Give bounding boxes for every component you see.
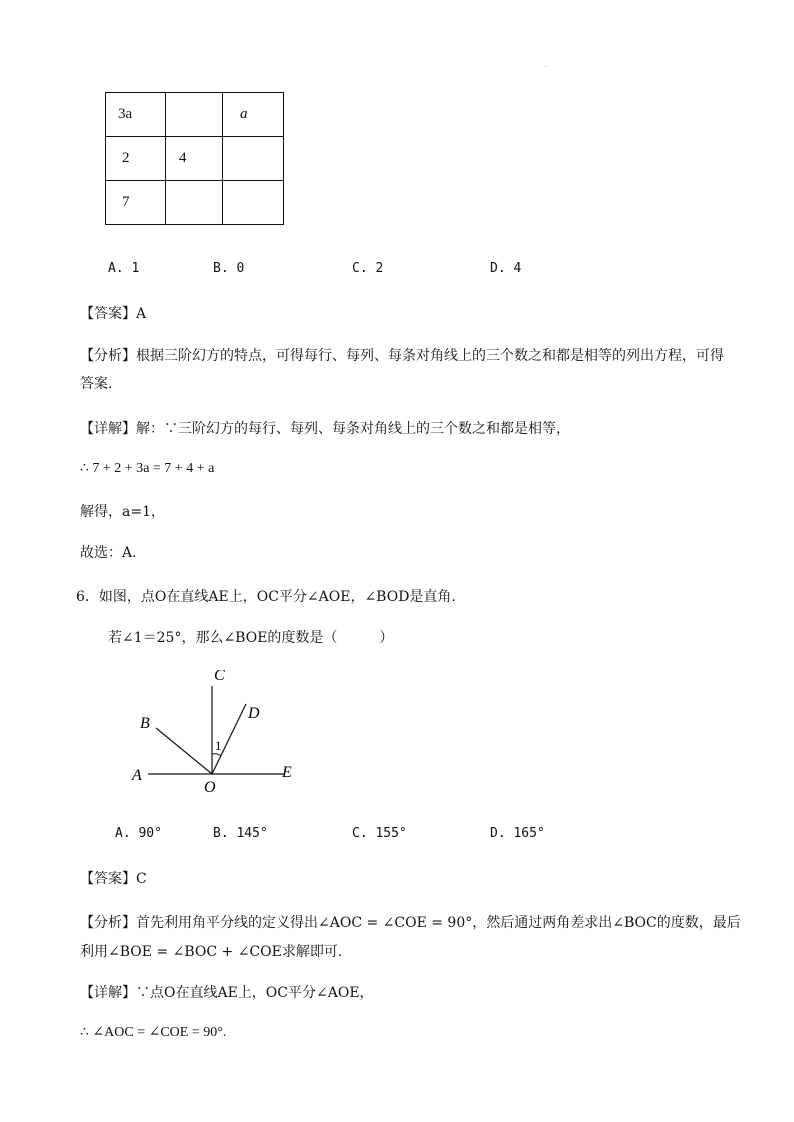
magic-cell: 3a — [106, 93, 166, 137]
analysis-text: 【分析】首先利用角平分线的定义得出∠AOC = ∠COE = 90°，然后通过两角差求出∠BOC的度数，最后 — [80, 915, 741, 931]
angle-figure — [120, 670, 310, 800]
answer-label: 【答案】C — [80, 871, 147, 887]
solution-text: 解得，a=1， — [80, 504, 165, 520]
label-a: A — [132, 767, 142, 784]
equation: ∴ 7 + 2 + 3a = 7 + 4 + a — [80, 461, 215, 476]
magic-square-table — [105, 92, 284, 225]
option-b: B. 0 — [213, 261, 245, 276]
question-stem: 6．如图，点O在直线AE上，OC平分∠AOE，∠BOD是直角. — [76, 589, 456, 605]
option-b: B. 145° — [213, 826, 268, 841]
question-stem-cont: 若∠1＝25°，那么∠BOE的度数是（ ） — [108, 630, 394, 646]
option-c: C. 2 — [352, 261, 384, 276]
label-e: E — [282, 764, 292, 781]
option-a: A. 90° — [115, 826, 162, 841]
detail-text: 【详解】解：∵三阶幻方的每行、每列、每条对角线上的三个数之和都是相等， — [80, 421, 570, 437]
detail-text: 【详解】∵点O在直线AE上，OC平分∠AOE， — [80, 985, 374, 1001]
analysis-text-cont: 利用∠BOE = ∠BOC + ∠COE求解即可. — [80, 944, 343, 960]
table-row — [106, 137, 284, 181]
table-row — [106, 93, 284, 137]
magic-cell — [166, 181, 223, 225]
option-d: D. 165° — [490, 826, 545, 841]
label-c: C — [214, 670, 225, 684]
magic-cell: 2 — [106, 137, 166, 181]
answer-label: 【答案】A — [80, 306, 147, 322]
magic-cell — [223, 181, 284, 225]
label-b: B — [140, 715, 150, 732]
analysis-text-cont: 答案. — [80, 376, 113, 392]
magic-cell — [166, 93, 223, 137]
table-row — [106, 181, 284, 225]
label-angle-1: 1 — [215, 738, 222, 753]
magic-cell: 4 — [166, 137, 223, 181]
option-a: A. 1 — [108, 261, 140, 276]
conclusion-text: ∴ ∠AOC = ∠COE = 90°. — [80, 1025, 227, 1040]
choice-text: 故选：A. — [80, 545, 137, 561]
option-d: D. 4 — [490, 261, 522, 276]
magic-cell — [223, 137, 284, 181]
ray-ob — [156, 728, 212, 774]
label-o: O — [204, 779, 216, 796]
magic-cell: 7 — [106, 181, 166, 225]
magic-cell: a — [223, 93, 284, 137]
option-c: C. 155° — [352, 826, 407, 841]
scan-dot — [545, 66, 546, 67]
label-d: D — [248, 705, 260, 722]
analysis-text: 【分析】根据三阶幻方的特点，可得每行、每列、每条对角线上的三个数之和都是相等的列出方程，可得 — [80, 348, 724, 364]
angle-arc — [212, 754, 221, 756]
